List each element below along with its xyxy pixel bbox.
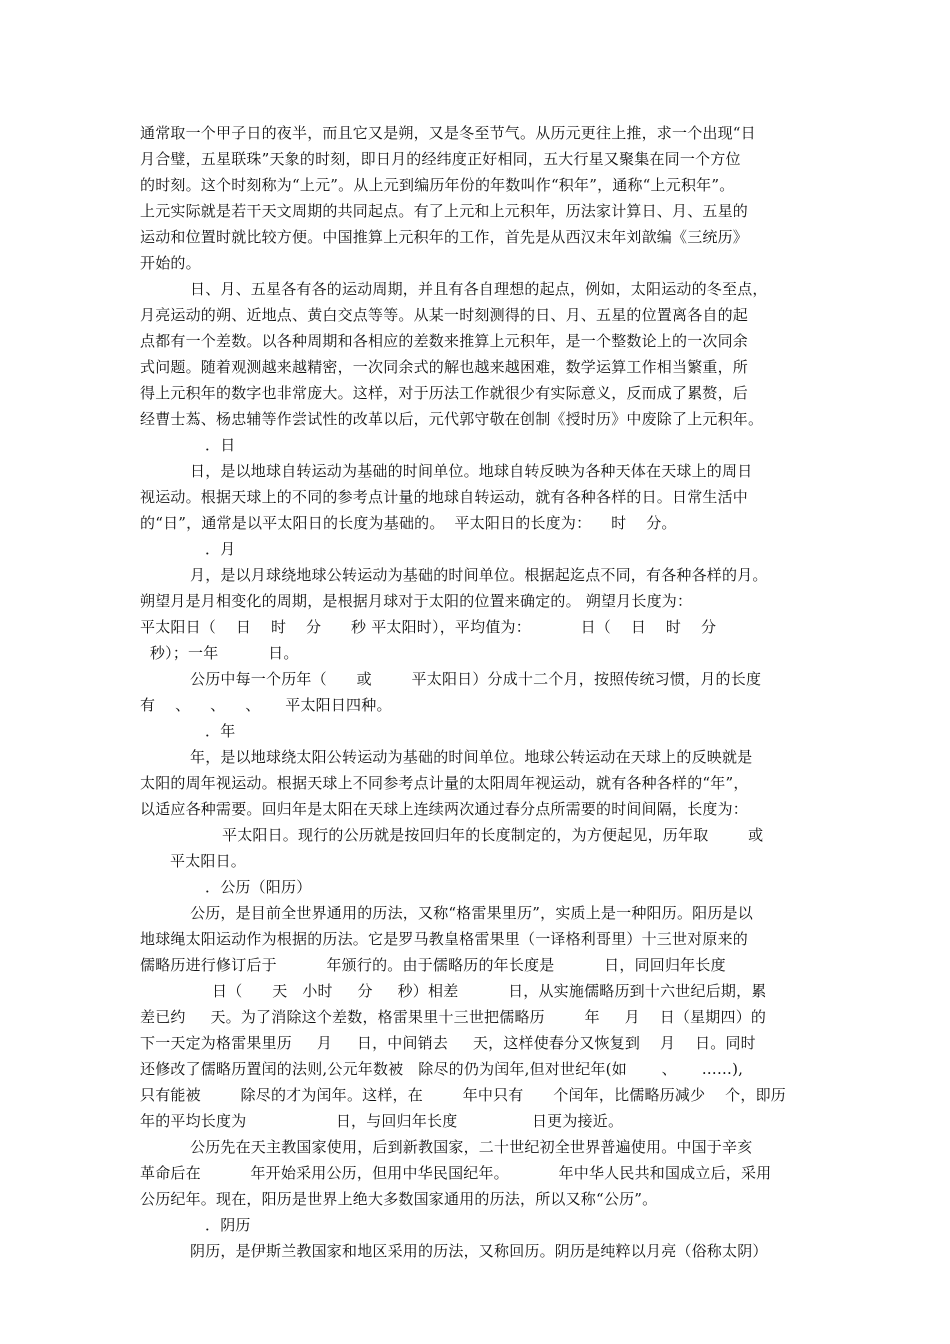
text-line: 公历纪年。现在，阳历是世界上绝大多数国家通用的历法，所以又称“公历”。 bbox=[140, 1190, 658, 1208]
text-line: 日、月、五星各有各的运动周期，并且有各自理想的起点，例如，太阳运动的冬至点， bbox=[190, 280, 768, 298]
text-line: 公历，是目前全世界通用的历法，又称“格雷果里历”，实质上是一种阳历。阳历是以 bbox=[190, 904, 753, 922]
text-line: 平太阳日。现行的公历就是按回归年的长度制定的，为方便起见，历年取 或 bbox=[222, 826, 764, 844]
text-line: 下一天定为格雷果里历 月 日，中间销去 天，这样使春分又恢复到 月 日。同时 bbox=[140, 1034, 756, 1052]
text-line: 有 、 、 、 平太阳日四种。 bbox=[140, 696, 392, 714]
section-heading-gregorian: ．公历（阳历） bbox=[205, 878, 312, 896]
text-line: 日（ 天 小时 分 秒）相差 日，从实施儒略历到十六世纪后期，累 bbox=[212, 982, 767, 1000]
text-line: 通常取一个甲子日的夜半，而且它又是朔，又是冬至节气。从历元更往上推，求一个出现“日 bbox=[140, 124, 756, 142]
text-line: 公历中每一个历年（ 或 平太阳日）分成十二个月，按照传统习惯，月的长度 bbox=[190, 670, 762, 688]
text-line: 以适应各种需要。回归年是太阳在天球上连续两次通过春分点所需要的时间间隔，长度为： bbox=[140, 800, 749, 818]
text-line: 月合璧，五星联珠”天象的时刻，即日月的经纬度正好相同，五大行星又聚集在同一个方位 bbox=[140, 150, 741, 168]
text-line: 月，是以月球绕地球公转运动为基础的时间单位。根据起迄点不同，有各种各样的月。 bbox=[190, 566, 768, 584]
text-line: 运动和位置时就比较方便。中国推算上元积年的工作，首先是从西汉末年刘歆编《三统历》 bbox=[140, 228, 749, 246]
text-line: 上元实际就是若干天文周期的共同起点。有了上元和上元积年，历法家计算日、月、五星的 bbox=[140, 202, 749, 220]
text-line: 点都有一个差数。以各种周期和各相应的差数来推算上元积年，是一个整数论上的一次同余 bbox=[140, 332, 749, 350]
text-line: 平太阳日。 bbox=[170, 852, 247, 870]
section-heading-day: ．日 bbox=[205, 436, 236, 454]
section-heading-year: ．年 bbox=[205, 722, 236, 740]
text-line: 革命后在 年开始采用公历，但用中华民国纪年。 年中华人民共和国成立后，采用 bbox=[140, 1164, 772, 1182]
text-line: 式问题。随着观测越来越精密，一次同余式的解也越来越困难，数学运算工作相当繁重，所 bbox=[140, 358, 749, 376]
text-line: 的时刻。这个时刻称为“上元”。从上元到编历年份的年数叫作“积年”，通称“上元积年”。 bbox=[140, 176, 735, 194]
text-line: 还修改了儒略历置闰的法则,公元年数被 除尽的仍为闰年,但对世纪年(如 、 ……), bbox=[140, 1060, 744, 1078]
section-heading-month: ．月 bbox=[205, 540, 236, 558]
text-line: 差已约 天。为了消除这个差数，格雷果里十三世把儒略历 年 月 日（星期四）的 bbox=[140, 1008, 767, 1026]
text-line: 开始的。 bbox=[140, 254, 201, 272]
text-line: 秒）；一年 日。 bbox=[140, 644, 299, 662]
text-line: 阴历，是伊斯兰教国家和地区采用的历法，又称回历。阴历是纯粹以月亮（俗称太阴） bbox=[190, 1242, 768, 1260]
text-line: 视运动。根据天球上的不同的参考点计量的地球自转运动，就有各种各样的日。日常生活中 bbox=[140, 488, 749, 506]
text-line: 朔望月是月相变化的周期，是根据月球对于太阳的位置来确定的。 朔望月长度为： bbox=[140, 592, 693, 610]
text-line: 平太阳日（ 日 时 分 秒 平太阳时），平均值为： 日（ 日 时 分 bbox=[140, 618, 717, 636]
text-line: 日，是以地球自转运动为基础的时间单位。地球自转反映为各种天体在天球上的周日 bbox=[190, 462, 753, 480]
text-line: 得上元积年的数字也非常庞大。这样，对于历法工作就很少有实际意义，反而成了累赘，后 bbox=[140, 384, 749, 402]
text-line: 经曹士蒍、杨忠辅等作尝试性的改革以后，元代郭守敬在创制《授时历》中废除了上元积年。 bbox=[140, 410, 764, 428]
text-line: 公历先在天主教国家使用，后到新教国家，二十世纪初全世界普遍使用。中国于辛亥 bbox=[190, 1138, 753, 1156]
text-line: 年，是以地球绕太阳公转运动为基础的时间单位。地球公转运动在天球上的反映就是 bbox=[190, 748, 753, 766]
text-line: 太阳的周年视运动。根据天球上不同参考点计量的太阳周年视运动，就有各种各样的“年”， bbox=[140, 774, 749, 792]
section-heading-islamic: ．阴历 bbox=[205, 1216, 251, 1234]
text-line: 地球绳太阳运动作为根据的历法。它是罗马教皇格雷果里（一译格利哥里）十三世对原来的 bbox=[140, 930, 749, 948]
text-line: 儒略历进行修订后于 年颁行的。由于儒略历的年长度是 日，同回归年长度 bbox=[140, 956, 726, 974]
text-line: 年的平均长度为 日，与回归年长度 日更为接近。 bbox=[140, 1112, 624, 1130]
text-line: 月亮运动的朔、近地点、黄白交点等等。从某一时刻测得的日、月、五星的位置离各自的起 bbox=[140, 306, 749, 324]
text-line: 只有能被 除尽的才为闰年。这样，在 年中只有 个闰年，比儒略历减少 个，即历 bbox=[140, 1086, 786, 1104]
text-line: 的“日”，通常是以平太阳日的长度为基础的。 平太阳日的长度为： 时 分。 bbox=[140, 514, 677, 532]
